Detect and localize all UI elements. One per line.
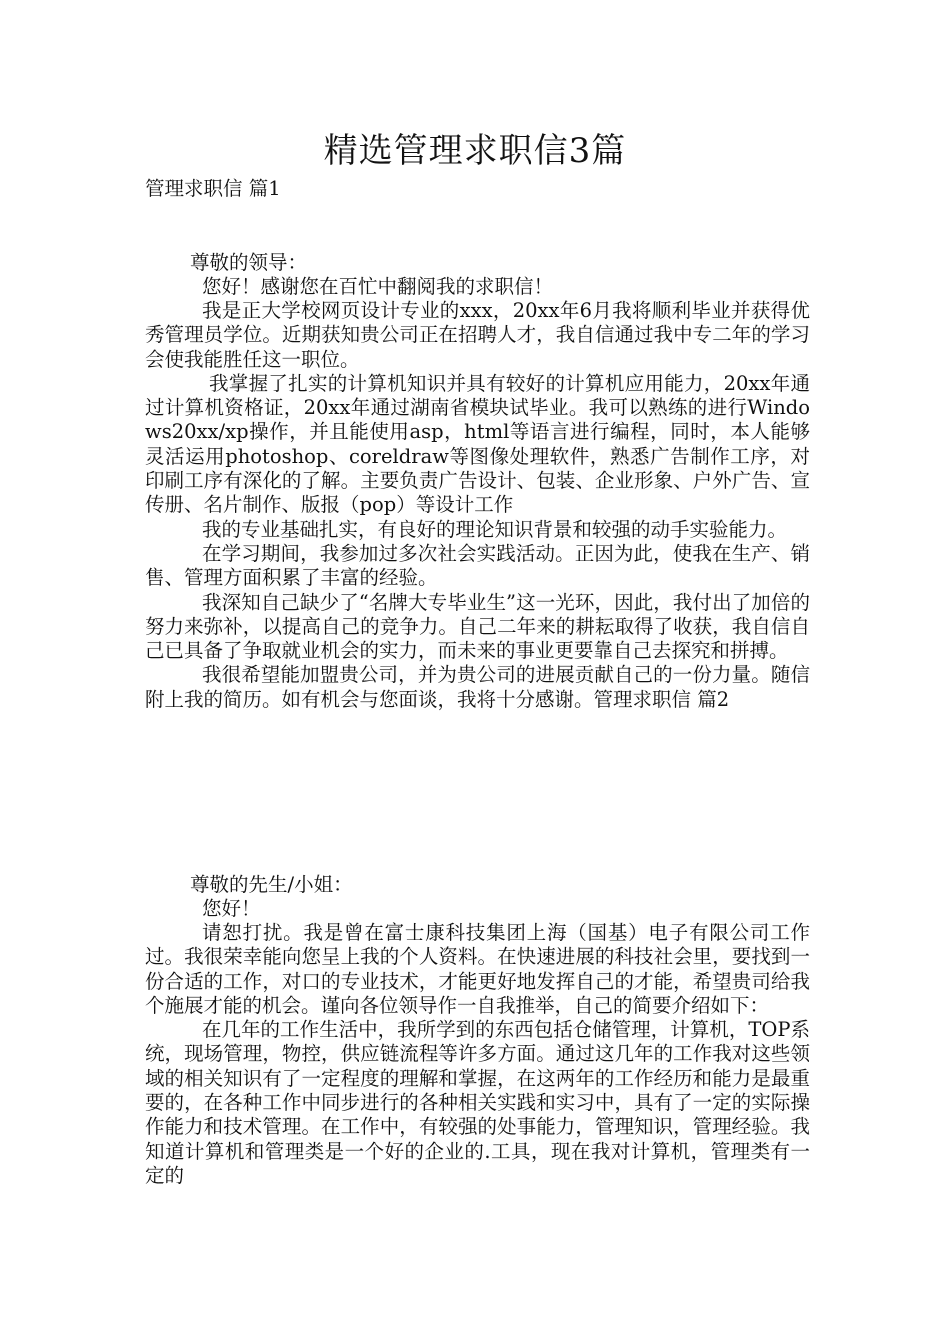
letter-1-closing-paragraph bbox=[145, 663, 810, 712]
letter-1-paragraph: 我是正大学校网页设计专业的xxx，20xx年6月我将顺利毕业并获得优秀管理员学位。近期获知贵公司正在招聘人才，我自信通过我中专二年的学习会使我能胜任这一职位。 bbox=[145, 299, 810, 371]
letter-2-salutation: 尊敬的先生/小姐： bbox=[190, 873, 353, 896]
section-2-label: 管理求职信 篇2 bbox=[593, 687, 730, 711]
letter-1-salutation: 尊敬的领导： bbox=[190, 251, 308, 274]
letter-1-paragraph: 在学习期间，我参加过多次社会实践活动。正因为此，使我在生产、销售、管理方面积累了丰富的经验。 bbox=[145, 541, 810, 590]
section-1-label: 管理求职信 篇1 bbox=[145, 177, 281, 200]
document-title: 精选管理求职信3篇 bbox=[323, 131, 627, 171]
letter-2-paragraph: 请恕打扰。我是曾在富士康科技集团上海（国基）电子有限公司工作过。我很荣幸能向您呈上我的个人资料。在快速进展的科技社会里，要找到一份合适的工作，对口的专业技术，才能更好地发挥自己的才能，希望贵司给我个施展才能的机会。谨向各位领导作一自我推举，自己的简要介绍如下： bbox=[145, 921, 810, 1017]
letter-1-paragraph: 我掌握了扎实的计算机知识并具有较好的计算机应用能力，20xx年通过计算机资格证，20xx年通过湖南省模块试毕业。我可以熟练的进行Windows20xx/xp操作，并且能使用asp，html等语言进行编程，同时，本人能够灵活运用photoshop、coreldraw等图像处理软件，熟悉广告制作工序，对印刷工序有深化的了解。主要负责广告设计、包装、企业形象、户外广告、宣传册、名片制作、版报（pop）等设计工作 bbox=[145, 371, 810, 517]
letter-2-paragraph: 在几年的工作生活中，我所学到的东西包括仓储管理，计算机，TOP系统，现场管理，物控，供应链流程等许多方面。通过这几年的工作我对这些领域的相关知识有了一定程度的理解和掌握，在这两年的工作经历和能力是最重要的，在各种工作中同步进行的各种相关实践和实习中，具有了一定的实际操作能力和技术管理。在工作中，有较强的处事能力，管理知识，管理经验。我知道计算机和管理类是一个好的企业的.工具，现在我对计算机，管理类有一定的 bbox=[145, 1018, 810, 1187]
letter-1-paragraph: 我深知自己缺少了“名牌大专毕业生”这一光环，因此，我付出了加倍的努力来弥补，以提高自己的竞争力。自己二年来的耕耘取得了收获，我自信自己已具备了争取就业机会的实力，而未来的事业更要靠自己去探究和拼搏。 bbox=[145, 590, 810, 663]
letter-2-body bbox=[145, 921, 810, 1188]
letter-1-body bbox=[145, 299, 810, 712]
letter-2-greeting: 您好！ bbox=[202, 897, 261, 920]
letter-1-paragraph: 我的专业基础扎实，有良好的理论知识背景和较强的动手实验能力。 bbox=[202, 517, 788, 541]
letter-1-greeting: 您好！感谢您在百忙中翻阅我的求职信！ bbox=[202, 275, 554, 298]
letter-1-closing-text: 我很希望能加盟贵公司，并为贵公司的进展贡献自己的一份力量。随信附上我的简历。如有机会与您面谈，我将十分感谢。 bbox=[145, 663, 810, 711]
